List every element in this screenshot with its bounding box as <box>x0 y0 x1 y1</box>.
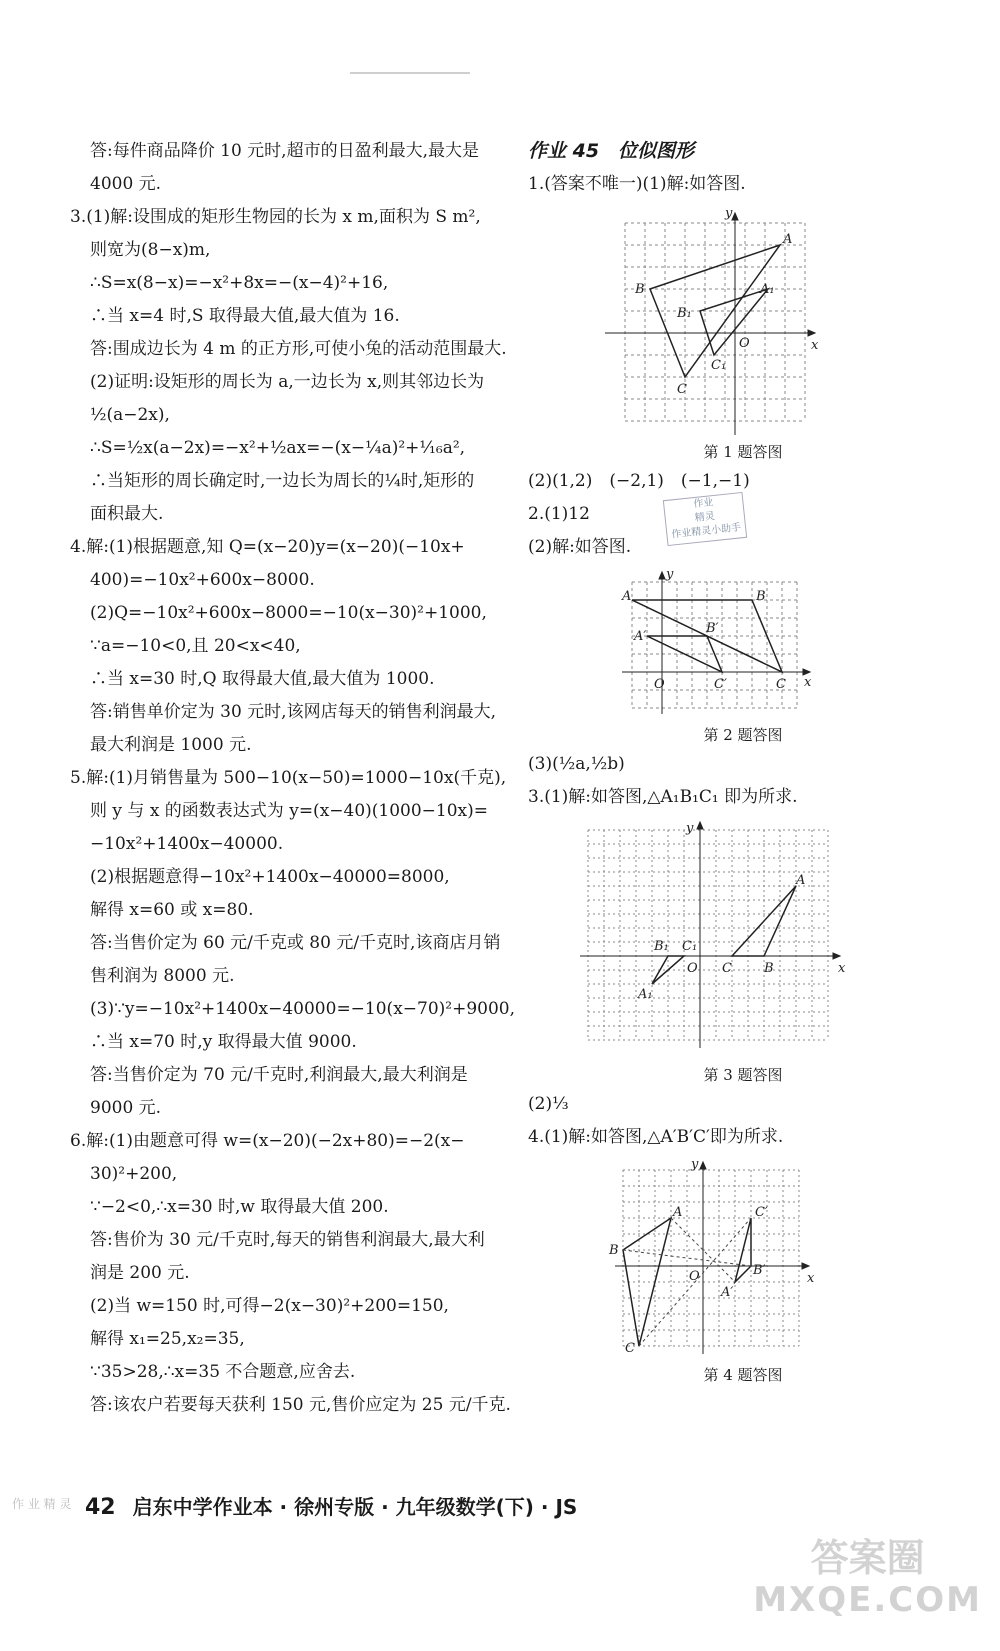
problem-6-line: 6.解:(1)由题意可得 w=(x−20)(−2x+80)=−2(x− <box>70 1131 465 1151</box>
figure-3-point-B: B <box>764 961 774 976</box>
figure-4-axis-x: x <box>807 1271 815 1286</box>
top-rule <box>350 72 470 74</box>
solution-line: 答:售价为 30 元/千克时,每天的销售利润最大,最大利 <box>90 1230 485 1250</box>
solution-line: 30)²+200, <box>90 1164 178 1184</box>
solution-line: 400)=−10x²+600x−8000. <box>90 570 315 590</box>
answer-line: 4000 元. <box>90 174 162 194</box>
solution-line: ∴S=x(8−x)=−x²+8x=−(x−4)²+16, <box>90 273 389 293</box>
figure-3-origin: O <box>687 961 698 976</box>
figure-2-axis-x: x <box>804 675 812 690</box>
figure-1-point-A1: A₁ <box>760 282 775 297</box>
figure-3-axis-x: x <box>838 961 846 976</box>
figure-1-point-B1: B₁ <box>677 306 692 321</box>
figure-2-axis-y: y <box>666 568 674 582</box>
right-column <box>528 135 958 1388</box>
figure-1-point-C: C <box>677 382 687 397</box>
figure-2 <box>528 568 958 718</box>
solution-line: 答:该农户若要每天获利 150 元,售价应定为 25 元/千克. <box>90 1395 511 1415</box>
problem-3-part-1: 3.(1)解:如答图,△A₁B₁C₁ 即为所求. <box>528 787 798 807</box>
figure-1 <box>528 205 958 435</box>
section-heading: 作业 45 位似图形 <box>528 140 695 162</box>
solution-line: ∴当矩形的周长确定时,一边长为周长的¼时,矩形的 <box>90 471 475 491</box>
page-footer <box>85 1491 577 1520</box>
solution-line: (2)Q=−10x²+600x−8000=−10(x−30)²+1000, <box>90 603 487 623</box>
solution-line: ∴当 x=4 时,S 取得最大值,最大值为 16. <box>90 306 400 326</box>
problem-5-line: 5.解:(1)月销售量为 500−10(x−50)=1000−10x(千克), <box>70 768 507 788</box>
solution-line: 润是 200 元. <box>90 1263 190 1283</box>
problem-1-part-2: (2)(1,2) (−2,1) (−1,−1) <box>528 471 750 491</box>
figure-4-point-B-prime: B′ <box>753 1263 766 1278</box>
figure-3 <box>528 818 958 1058</box>
solution-line: (2)当 w=150 时,可得−2(x−30)²+200=150, <box>90 1296 449 1316</box>
faint-watermark-text: 作 业 精 灵 <box>12 1497 72 1511</box>
figure-4-origin: O <box>689 1269 700 1284</box>
solution-line: ∵a=−10<0,且 20<x<40, <box>90 636 301 656</box>
figure-4-point-A: A <box>673 1205 683 1220</box>
answer-line: 答:每件商品降价 10 元时,超市的日盈利最大,最大是 <box>90 141 479 161</box>
problem-1-line: 1.(答案不唯一)(1)解:如答图. <box>528 174 746 194</box>
figure-2-caption: 第 2 题答图 <box>703 726 783 744</box>
problem-3-line: 3.(1)解:设围成的矩形生物园的长为 x m,面积为 S m², <box>70 207 481 227</box>
problem-2-part-3: (3)(½a,½b) <box>528 754 625 774</box>
watermark-stamp: 作业 精灵 作业精灵小助手 <box>663 492 747 546</box>
problem-2-part-2: (2)解:如答图. <box>528 537 632 557</box>
solution-line: ∴S=½x(a−2x)=−x²+½ax=−(x−¼a)²+¹⁄₁₆a², <box>90 438 466 458</box>
figure-4-point-A-prime: A′ <box>721 1285 734 1300</box>
figure-3-caption: 第 3 题答图 <box>703 1066 783 1084</box>
figure-1-point-C1: C₁ <box>711 358 727 373</box>
figure-3-point-B1: B₁ <box>654 939 669 954</box>
figure-2-point-A-prime: A′ <box>634 629 647 644</box>
figure-2-point-C-prime: C′ <box>714 677 727 692</box>
figure-2-point-B: B <box>756 589 766 604</box>
solution-line: 答:当售价定为 60 元/千克或 80 元/千克时,该商店月销 <box>90 933 501 953</box>
figure-2-origin: O <box>654 677 665 692</box>
figure-3-axis-y: y <box>686 821 694 836</box>
figure-2-point-A: A <box>622 589 632 604</box>
solution-line: ∴当 x=70 时,y 取得最大值 9000. <box>90 1032 357 1052</box>
page-number: 42 <box>85 1495 116 1520</box>
solution-line: ½(a−2x), <box>90 405 170 425</box>
solution-line: 则 y 与 x 的函数表达式为 y=(x−40)(1000−10x)= <box>90 801 489 821</box>
solution-line: (3)∵y=−10x²+1400x−40000=−10(x−70)²+9000, <box>90 999 516 1019</box>
figure-1-point-A: A <box>783 232 793 247</box>
solution-line: ∵35>28,∴x=35 不合题意,应舍去. <box>90 1362 356 1382</box>
figure-4-point-B: B <box>609 1243 619 1258</box>
solution-line: ∵−2<0,∴x=30 时,w 取得最大值 200. <box>90 1197 389 1217</box>
book-title: 启东中学作业本 · 徐州专版 · 九年级数学(下) · JS <box>132 1495 578 1519</box>
solution-line: 最大利润是 1000 元. <box>90 735 252 755</box>
solution-line: 9000 元. <box>90 1098 162 1118</box>
figure-1-point-B: B <box>635 282 645 297</box>
figure-1-caption: 第 1 题答图 <box>703 443 783 461</box>
site-watermark: 答案圈 MXQE.COM <box>753 1536 982 1620</box>
figure-1-origin: O <box>739 336 750 351</box>
solution-line: 则宽为(8−x)m, <box>90 240 211 260</box>
problem-3-part-2: (2)⅓ <box>528 1094 569 1114</box>
figure-4 <box>528 1158 958 1358</box>
solution-line: 售利润为 8000 元. <box>90 966 235 986</box>
solution-line: 面积最大. <box>90 504 164 524</box>
solution-line: 解得 x₁=25,x₂=35, <box>90 1329 245 1349</box>
figure-4-axis-y: y <box>691 1158 699 1172</box>
solution-line: (2)根据题意得−10x²+1400x−40000=8000, <box>90 867 450 887</box>
solution-line: 答:围成边长为 4 m 的正方形,可使小兔的活动范围最大. <box>90 339 507 359</box>
figure-1-axis-y: y <box>725 206 733 221</box>
solution-line: 答:销售单价定为 30 元时,该网店每天的销售利润最大, <box>90 702 496 722</box>
solution-line: ∴当 x=30 时,Q 取得最大值,最大值为 1000. <box>90 669 435 689</box>
solution-line: −10x²+1400x−40000. <box>90 834 284 854</box>
figure-4-point-C-prime: C′ <box>755 1205 768 1220</box>
figure-2-point-B-prime: B′ <box>706 621 719 636</box>
figure-4-caption: 第 4 题答图 <box>703 1366 783 1384</box>
figure-2-point-C: C <box>776 677 786 692</box>
figure-3-point-A1: A₁ <box>638 987 653 1002</box>
left-column <box>70 135 516 1422</box>
figure-3-point-C1: C₁ <box>682 939 698 954</box>
figure-1-axis-x: x <box>811 338 819 353</box>
problem-4-line: 4.解:(1)根据题意,知 Q=(x−20)y=(x−20)(−10x+ <box>70 537 465 557</box>
figure-3-point-A: A <box>796 873 806 888</box>
figure-3-point-C: C <box>722 961 732 976</box>
solution-line: 解得 x=60 或 x=80. <box>90 900 254 920</box>
figure-4-point-C: C <box>625 1341 635 1356</box>
solution-line: (2)证明:设矩形的周长为 a,一边长为 x,则其邻边长为 <box>90 372 485 392</box>
problem-2-part-1: 2.(1)12 <box>528 504 590 524</box>
solution-line: 答:当售价定为 70 元/千克时,利润最大,最大利润是 <box>90 1065 468 1085</box>
problem-4-part-1: 4.(1)解:如答图,△A′B′C′即为所求. <box>528 1127 784 1147</box>
